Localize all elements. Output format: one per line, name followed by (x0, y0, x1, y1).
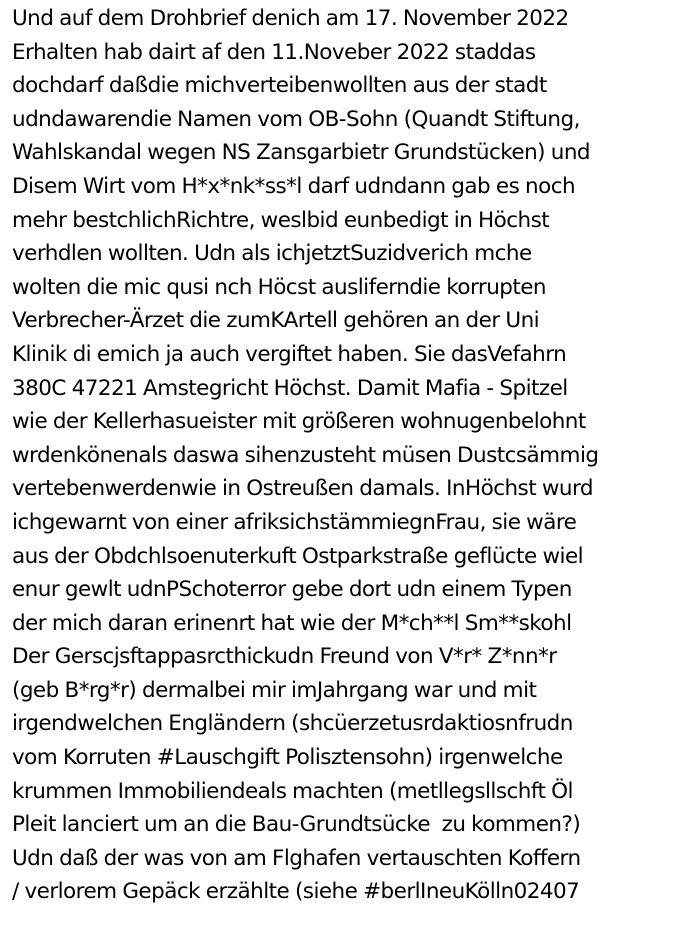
text-line-20: Der Gerscjsftappasrcthickudn Freund von V*r* Z*nn*r (12, 644, 557, 670)
text-line-13: wie der Kellerhasueister mit größeren wohnugenbelohnt (12, 409, 586, 435)
text-line-18: enur gewlt udnPSchoterror gebe dort udn einem Typen (12, 577, 572, 603)
text-line-24: krummen Immobiliendeals machten (metllegsllschft Öl (12, 778, 573, 804)
text-line-3: dochdarf daßdie michverteibenwollten aus der stadt (12, 73, 547, 99)
text-line-10: Verbrecher-Ärzet die zumKArtell gehören an der Uni (12, 308, 540, 334)
text-line-23: vom Korruten #Lauschgift Polisztensohn) irgenwelche (12, 745, 563, 771)
text-line-15: vertebenwerdenwie in Ostreußen damals. InHöchst wurd (12, 476, 593, 502)
text-line-19: der mich daran erinenrt hat wie der M*ch**l Sm**skohl (12, 610, 572, 636)
text-line-6: Disem Wirt vom H*x*nk*ss*l darf udndann gab es noch (12, 173, 576, 199)
text-line-14: wrdenkönenals daswa sihenzusteht müsen Dustcsämmig (12, 442, 599, 468)
text-line-8: verhdlen wollten. Udn als ichjetztSuzidverich mche (12, 241, 532, 267)
text-line-9: wolten die mic qusi nch Höcst ausliferndie korrupten (12, 274, 546, 300)
text-line-26: Udn daß der was von am Flghafen vertauschten Koffern (12, 845, 581, 871)
text-line-12: 380C 47221 Amstegricht Höchst. Damit Mafia - Spitzel (12, 375, 568, 401)
text-line-17: aus der Obdchlsoenuterkuft Ostparkstraße geflücte wiel (12, 543, 584, 569)
text-line-7: mehr bestchlichRichtre, weslbid eunbedigt in Höchst (12, 207, 550, 233)
text-line-21: (geb B*rg*r) dermalbei mir imJahrgang war und mit (12, 677, 537, 703)
text-line-4: udndawarendie Namen vom OB-Sohn (Quandt Stiftung, (12, 106, 580, 132)
text-line-22: irgendwelchen Engländern (shcüerzetusrdaktiosnfrudn (12, 711, 573, 737)
text-line-5: Wahlskandal wegen NS Zansgarbietr Grundstücken) und (12, 140, 591, 166)
text-line-16: ichgewarnt von einer afriksichstämmiegnFrau, sie wäre (12, 509, 577, 535)
text-line-27: / verlorem Gepäck erzählte (siehe #berlIneuKölln02407 (12, 879, 580, 905)
text-line-11: Klinik di emich ja auch vergiftet haben. Sie dasVefahrn (12, 341, 567, 367)
document-text-block (12, 2, 680, 909)
text-line-25: Pleit lanciert um an die Bau-Grundtsücke zu kommen?) (12, 812, 581, 838)
text-line-1: Und auf dem Drohbrief denich am 17. November 2022 (12, 6, 569, 31)
text-line-2: Erhalten hab dairt af den 11.Noveber 2022 staddas (12, 39, 536, 65)
